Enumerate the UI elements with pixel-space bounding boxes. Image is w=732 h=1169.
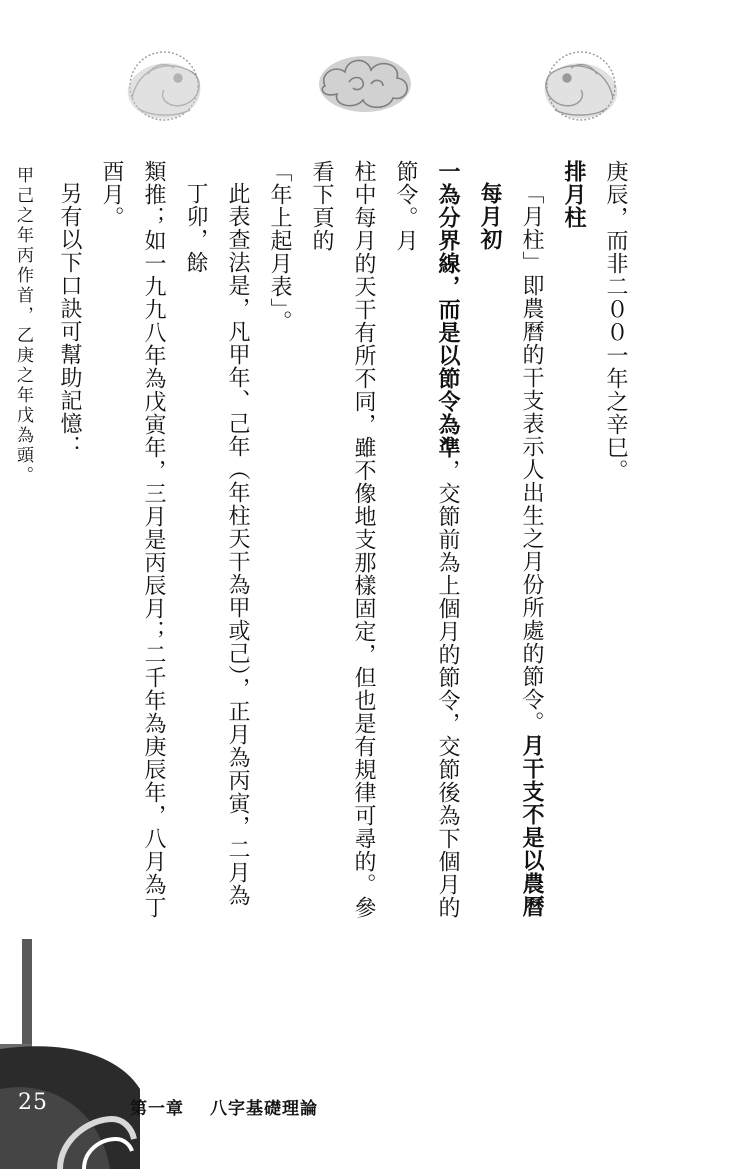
chapter-title: 八字基礎理論 (210, 1099, 318, 1119)
paragraph-1-bold-b: 一為分界線，而是以節令為準 (435, 160, 460, 459)
page-corner-decoration (0, 939, 140, 1169)
paragraph-3: 另有以下口訣可幫助記憶： (57, 182, 82, 458)
vertical-text-body (0, 160, 636, 920)
dragon-ornament-left (108, 38, 220, 130)
paragraph-1-bold-a: 月干支不是以農曆每月初 (477, 182, 544, 918)
dragon-ornament-right (525, 38, 637, 130)
paragraph-1-line-2 (384, 160, 468, 920)
running-footer (130, 1094, 344, 1119)
section-heading: 排月柱 (561, 160, 586, 229)
paragraph-2-line-2: 類推；如一九九八年為戊寅年，三月是丙辰月；二千年為庚辰年，八月為丁酉月。 (99, 160, 166, 919)
paragraph-1-line-4: 「年上起月表」。 (267, 160, 292, 333)
text-line-1: 庚辰，而非二００一年之辛巳。 (603, 160, 628, 482)
paragraph-1-text-b: ，交節前為上個月的節令，交節後為下個月的節令。月 (393, 160, 460, 919)
cloud-ornament (305, 44, 425, 124)
verse-line-2 (0, 160, 6, 920)
verse-line-1: 甲己之年丙作首，乙庚之年戊為頭。 (13, 166, 33, 486)
chapter-number: 第一章 (130, 1099, 184, 1119)
paragraph-2-line-1: 此表查法是，凡甲年、己年（年柱天干為甲或己），正月為丙寅，二月為丁卯，餘 (183, 182, 250, 907)
paragraph-1-line-1 (468, 160, 552, 920)
page-number: 25 (18, 1090, 48, 1115)
paragraph-1-line-3: 柱中每月的天干有所不同，雖不像地支那樣固定，但也是有規律可尋的。參看下頁的 (309, 160, 376, 919)
paragraph-1-text: 「月柱」即農曆的干支表示人出生之月份所處的節令。 (519, 182, 544, 734)
